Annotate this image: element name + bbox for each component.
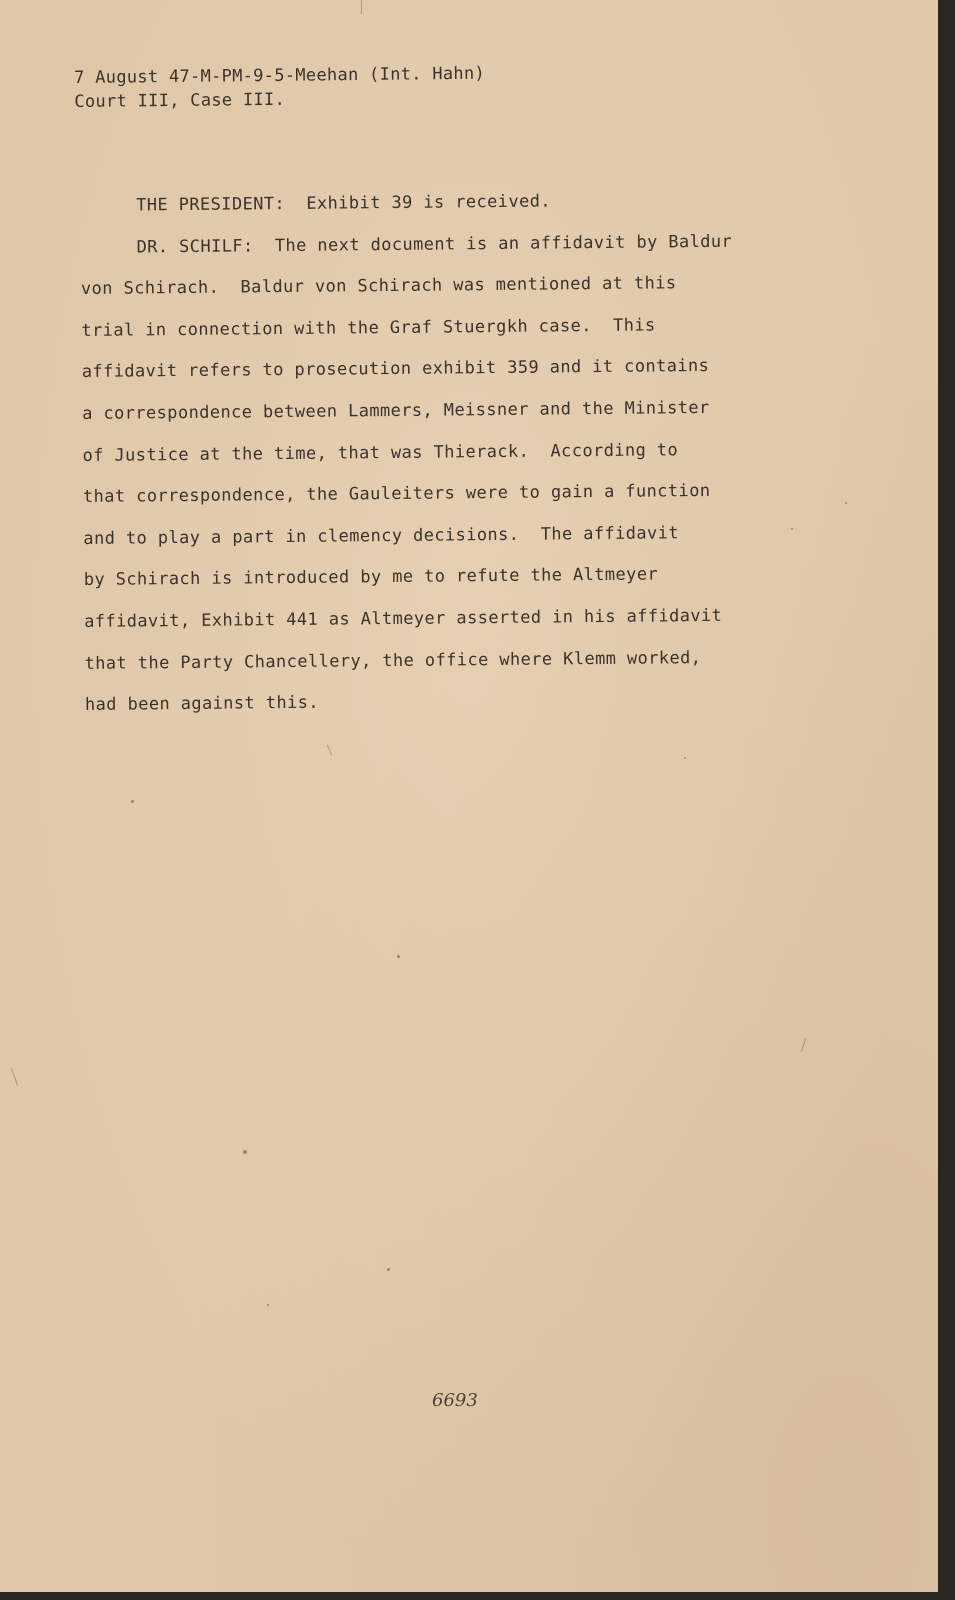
schilf-statement-line: that correspondence, the Gauleiters were to gain a function: [82, 481, 711, 508]
schilf-statement-line: von Schirach. Baldur von Schirach was mentioned at this: [80, 273, 677, 300]
schilf-statement-line: a correspondence between Lammers, Meissner and the Minister: [82, 397, 710, 424]
paper-speck: [131, 800, 134, 803]
president-statement: THE PRESIDENT: Exhibit 39 is received.: [136, 191, 552, 216]
paper-speck: [387, 1268, 390, 1271]
transcript-body: [80, 179, 845, 727]
paper-speck: [267, 1304, 269, 1306]
schilf-statement-line: trial in connection with the Graf Stuergkh case. This: [81, 315, 656, 341]
header-line-court: Court III, Case III.: [74, 89, 286, 112]
page-number: 6693: [432, 1390, 478, 1411]
schilf-statement-line: by Schirach is introduced by me to refute the Altmeyer: [83, 564, 659, 591]
paper-scratch: [11, 1068, 18, 1085]
schilf-statement-line: affidavit refers to prosecution exhibit 359 and it contains: [81, 356, 710, 383]
header-line-date: 7 August 47-M-PM-9-5-Meehan (Int. Hahn): [74, 63, 486, 88]
paper-speck: [397, 955, 400, 958]
paper-scratch: [801, 1038, 806, 1052]
schilf-statement-line: DR. SCHILF: The next document is an affidavit by Baldur: [136, 231, 733, 258]
paper-scratch: [361, 0, 362, 14]
schilf-statement-line: that the Party Chancellery, the office where Klemm worked,: [84, 647, 702, 674]
schilf-statement-line: affidavit, Exhibit 441 as Altmeyer asserted in his affidavit: [84, 605, 723, 632]
schilf-statement-line: had been against this.: [84, 692, 320, 716]
paper-speck: [684, 757, 686, 759]
paper-scratch: [327, 744, 333, 755]
schilf-statement-line: and to play a part in clemency decisions. The affidavit: [83, 523, 680, 549]
schilf-statement-line: of Justice at the time, that was Thierack. According to: [82, 439, 679, 466]
paper-speck: [791, 528, 793, 530]
document-header: [74, 62, 485, 114]
paper-speck: [243, 1150, 247, 1154]
paper-speck: [845, 502, 847, 504]
